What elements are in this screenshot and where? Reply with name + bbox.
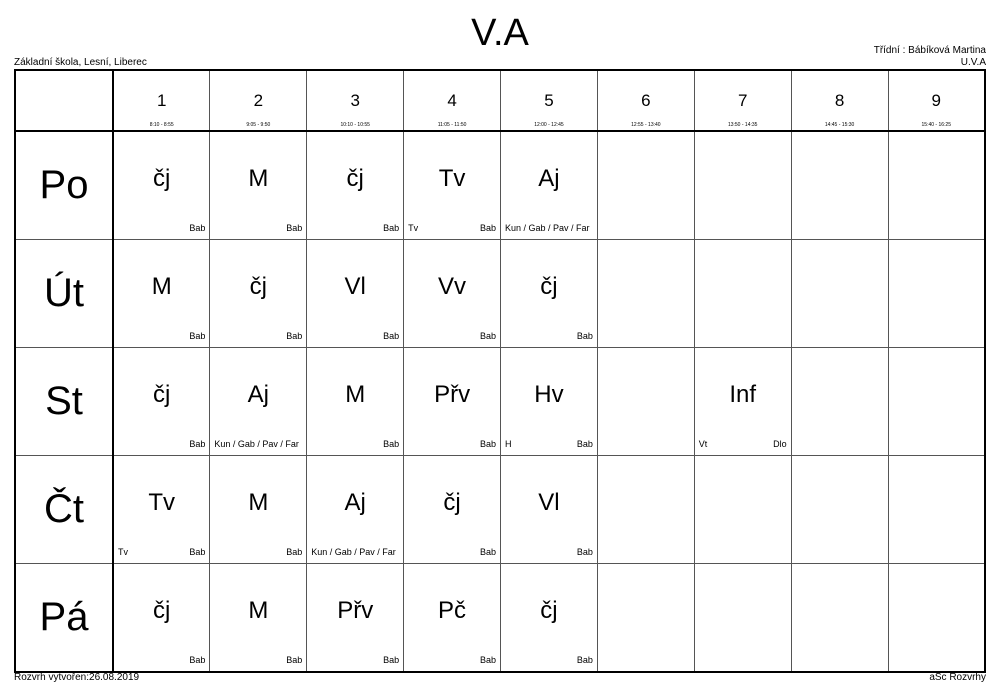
lesson-subject: čj: [540, 273, 558, 300]
day-row: [15, 240, 985, 348]
lesson-cell[interactable]: [597, 564, 694, 673]
lesson-subject: M: [248, 597, 269, 624]
period-time: 11:05 - 11:50: [437, 122, 467, 128]
lesson-cell[interactable]: [694, 564, 791, 673]
lesson-group: Kun / Gab / Pav / Far: [214, 439, 299, 449]
lesson-group: Tv: [408, 223, 419, 233]
period-header: [597, 70, 694, 131]
period-time: 8:10 - 8:55: [149, 122, 174, 128]
lesson-subject: Hv: [534, 381, 564, 408]
lesson-subject: čj: [153, 597, 171, 624]
day-row: [15, 348, 985, 456]
lesson-room: Bab: [383, 223, 400, 233]
lesson-subject: Tv: [438, 165, 466, 192]
lesson-cell[interactable]: [888, 456, 985, 564]
class-teacher-info: [874, 45, 986, 69]
lesson-subject: M: [248, 489, 269, 516]
lesson-cell[interactable]: [307, 564, 404, 673]
lesson-cell[interactable]: [791, 131, 888, 240]
period-number: 1: [156, 91, 167, 110]
day-row: [15, 131, 985, 240]
lesson-cell[interactable]: [501, 564, 598, 673]
lesson-cell[interactable]: [597, 348, 694, 456]
period-header: [888, 70, 985, 131]
period-number: 9: [931, 91, 941, 110]
day-label: Čt: [15, 456, 113, 564]
lesson-room: Bab: [576, 547, 593, 557]
school-name: Základní škola, Lesní, Liberec: [14, 57, 147, 68]
lesson-subject: M: [151, 273, 172, 300]
day-row: [15, 456, 985, 564]
lesson-room: Bab: [383, 331, 400, 341]
period-time: 9:05 - 9:50: [246, 122, 271, 128]
lesson-room: Bab: [286, 655, 303, 665]
lesson-room: Bab: [189, 439, 206, 449]
lesson-room: Bab: [479, 655, 496, 665]
lesson-cell[interactable]: [791, 564, 888, 673]
day-label: St: [15, 348, 113, 456]
lesson-subject: Aj: [247, 381, 269, 408]
page-title: V.A: [471, 12, 529, 54]
class-code: U.V.A: [960, 57, 986, 68]
lesson-cell[interactable]: [501, 456, 598, 564]
period-header: [791, 70, 888, 131]
lesson-room: Bab: [383, 439, 400, 449]
lesson-subject: čj: [443, 489, 461, 516]
lesson-cell[interactable]: [597, 456, 694, 564]
lesson-cell[interactable]: [210, 240, 307, 348]
period-number: 2: [253, 91, 264, 110]
lesson-group: Tv: [118, 547, 128, 557]
period-header: [404, 70, 501, 131]
lesson-cell[interactable]: [113, 131, 210, 240]
period-header: [210, 70, 307, 131]
lesson-room: Bab: [286, 547, 303, 557]
lesson-room: Bab: [576, 331, 593, 341]
lesson-cell[interactable]: [791, 456, 888, 564]
lesson-subject: Tv: [148, 489, 176, 516]
lesson-cell[interactable]: [307, 240, 404, 348]
period-header: [501, 70, 598, 131]
lesson-cell[interactable]: [113, 348, 210, 456]
lesson-subject: Vl: [344, 273, 366, 300]
lesson-room: Bab: [189, 331, 206, 341]
lesson-subject: čj: [249, 273, 267, 300]
day-label: Po: [15, 131, 113, 240]
period-header: [307, 70, 404, 131]
lesson-subject: čj: [346, 165, 364, 192]
lesson-cell[interactable]: [404, 348, 501, 456]
class-teacher: Třídní : Bábíková Martina: [873, 45, 986, 56]
lesson-subject: M: [345, 381, 366, 408]
lesson-subject: čj: [153, 381, 171, 408]
lesson-room: Bab: [189, 655, 206, 665]
lesson-cell[interactable]: [888, 240, 985, 348]
period-number: 6: [641, 91, 651, 110]
lesson-cell[interactable]: [113, 240, 210, 348]
created-date: Rozvrh vytvořen:26.08.2019: [14, 672, 140, 683]
period-number: 4: [447, 91, 457, 110]
lesson-room: Bab: [479, 331, 496, 341]
lesson-cell[interactable]: [307, 348, 404, 456]
lesson-cell[interactable]: [113, 456, 210, 564]
lesson-room: Bab: [576, 655, 593, 665]
lesson-subject: Aj: [344, 489, 366, 516]
period-header-row: [15, 70, 985, 131]
lesson-cell[interactable]: [210, 456, 307, 564]
lesson-cell[interactable]: [210, 131, 307, 240]
lesson-subject: čj: [153, 165, 171, 192]
lesson-room: Dlo: [773, 439, 787, 449]
lesson-cell[interactable]: [694, 240, 791, 348]
lesson-group: Kun / Gab / Pav / Far: [311, 547, 396, 557]
lesson-group: H: [505, 439, 512, 449]
lesson-cell[interactable]: [597, 131, 694, 240]
lesson-cell[interactable]: [501, 240, 598, 348]
day-label: Út: [15, 240, 113, 348]
lesson-subject: Přv: [434, 381, 471, 408]
lesson-cell[interactable]: [597, 240, 694, 348]
period-number: 5: [544, 91, 554, 110]
lesson-room: Bab: [576, 439, 593, 449]
lesson-cell[interactable]: [694, 456, 791, 564]
period-time: 12:00 - 12:45: [534, 122, 564, 128]
corner-cell: [15, 70, 113, 131]
lesson-cell[interactable]: [791, 240, 888, 348]
period-time: 14:45 - 15:30: [824, 122, 855, 128]
lesson-cell[interactable]: [113, 564, 210, 673]
lesson-subject: čj: [540, 597, 558, 624]
lesson-room: Bab: [189, 547, 206, 557]
lesson-cell[interactable]: [694, 348, 791, 456]
lesson-cell[interactable]: [404, 240, 501, 348]
lesson-group: Kun / Gab / Pav / Far: [505, 223, 590, 233]
period-number: 7: [737, 91, 748, 110]
lesson-room: Bab: [189, 223, 206, 233]
lesson-cell[interactable]: [307, 456, 404, 564]
lesson-room: Bab: [479, 547, 496, 557]
period-number: 3: [350, 91, 360, 110]
lesson-room: Bab: [479, 223, 496, 233]
lesson-subject: Vv: [438, 273, 467, 300]
period-header: [694, 70, 791, 131]
lesson-cell[interactable]: [501, 348, 598, 456]
lesson-subject: Vl: [538, 489, 560, 516]
lesson-cell[interactable]: [888, 348, 985, 456]
lesson-room: Bab: [286, 331, 303, 341]
period-header: [113, 70, 210, 131]
lesson-cell[interactable]: [210, 348, 307, 456]
lesson-room: Bab: [286, 223, 303, 233]
lesson-subject: Přv: [337, 597, 374, 624]
lesson-group: Vt: [698, 439, 708, 449]
lesson-cell[interactable]: [501, 131, 598, 240]
period-time: 15:40 - 16:25: [921, 122, 951, 128]
period-time: 13:50 - 14:35: [727, 122, 758, 128]
lesson-cell[interactable]: [404, 131, 501, 240]
lesson-room: Bab: [383, 655, 400, 665]
lesson-cell[interactable]: [404, 564, 501, 673]
lesson-cell[interactable]: [791, 348, 888, 456]
period-time: 10:10 - 10:55: [340, 122, 370, 128]
period-number: 8: [834, 91, 845, 110]
lesson-cell[interactable]: [404, 456, 501, 564]
day-label: Pá: [15, 564, 113, 673]
lesson-cell[interactable]: [307, 131, 404, 240]
lesson-subject: Pč: [438, 597, 467, 624]
lesson-cell[interactable]: [888, 564, 985, 673]
lesson-subject: M: [248, 165, 269, 192]
day-row: [15, 564, 985, 673]
period-time: 12:55 - 13:40: [631, 122, 661, 128]
lesson-subject: Inf: [729, 381, 757, 408]
timetable-grid: [14, 69, 986, 673]
lesson-subject: Aj: [538, 165, 560, 192]
lesson-cell[interactable]: [210, 564, 307, 673]
lesson-cell[interactable]: [694, 131, 791, 240]
software-name: aSc Rozvrhy: [929, 672, 986, 683]
lesson-room: Bab: [479, 439, 496, 449]
lesson-cell[interactable]: [888, 131, 985, 240]
